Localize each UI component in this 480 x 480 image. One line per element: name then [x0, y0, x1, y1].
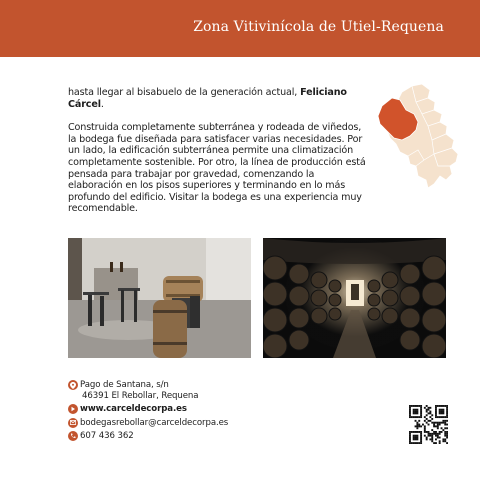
email-link[interactable]: bodegasrebollar@carceldecorpa.es	[80, 417, 229, 428]
phone-row[interactable]	[68, 431, 308, 442]
phone-icon	[68, 431, 78, 441]
address-line-1: Pago de Santana, s/n	[80, 380, 169, 390]
paragraph-1-text: hasta llegar al bisabuelo de la generación actual,	[68, 87, 301, 98]
email-icon	[68, 418, 78, 428]
contact-info	[68, 380, 308, 445]
address-row	[68, 380, 308, 401]
body-text	[68, 87, 368, 215]
founder-name: Feliciano Cárcel	[68, 87, 347, 110]
location-pin-icon	[68, 380, 78, 390]
paragraph-2: Construida completamente subterránea y rodeada de viñedos, la bodega fue diseñada para satisfacer varias necesidades. Por un lado, la edificación subterránea permite una climatización completamente sostenible. Por otro, la línea de producción está pensada para trabajar por gravedad, comenzando la elaboración en los pisos superiores y terminando en lo más profundo del edificio. Visitar la bodega es una experiencia muy recomendable.	[68, 122, 366, 215]
paragraph-1	[68, 87, 368, 110]
website-link[interactable]: www.carceldecorpa.es	[80, 404, 187, 414]
phone-number[interactable]: 607 436 362	[80, 431, 134, 441]
web-play-icon	[68, 404, 78, 414]
email-row[interactable]	[68, 418, 308, 429]
address	[80, 380, 198, 401]
winery-tasting-room-photo	[68, 238, 251, 358]
page-header	[0, 0, 480, 57]
header-title: Zona Vitivinícola de Utiel-Requena	[193, 19, 444, 35]
paragraph-1-end: .	[100, 98, 104, 110]
barrel-cellar-photo	[263, 238, 446, 358]
qr-code[interactable]	[409, 405, 448, 444]
website-row[interactable]	[68, 404, 308, 415]
region-map	[372, 80, 462, 195]
address-line-2: 46391 El Rebollar, Requena	[82, 390, 199, 401]
